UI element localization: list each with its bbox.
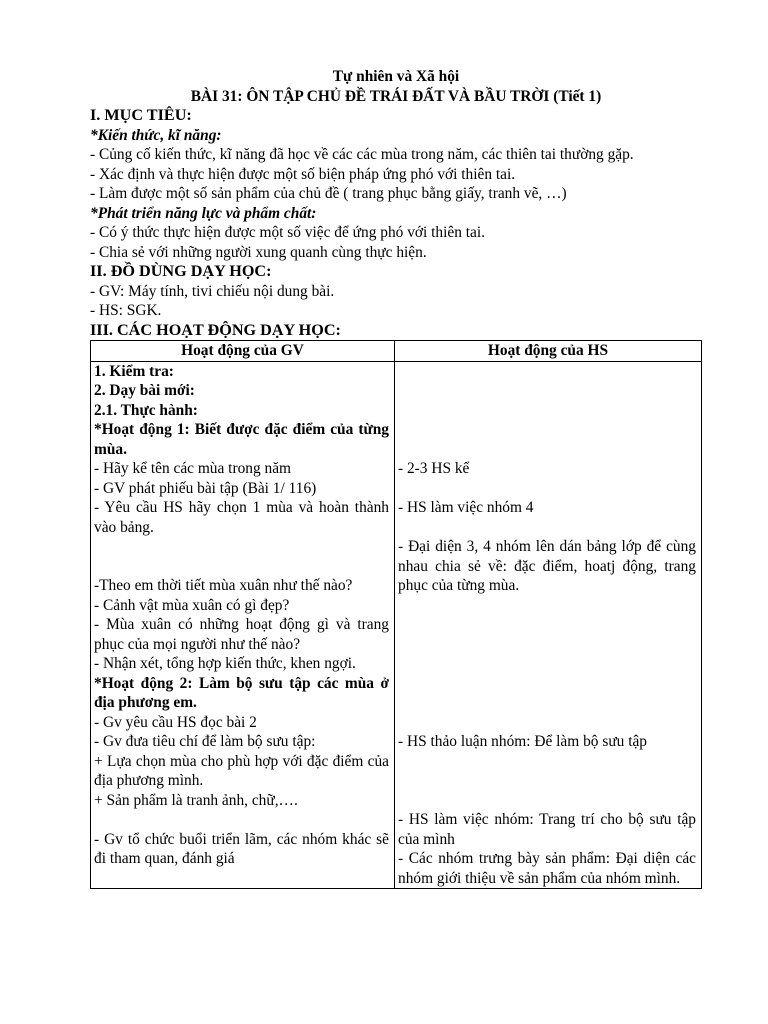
teacher-line: - Yêu cầu HS hãy chọn 1 mùa và hoàn thành vào bảng. — [94, 499, 389, 536]
spacer — [398, 596, 696, 635]
step-heading: 1. Kiểm tra: — [94, 362, 174, 380]
material-item: - HS: SGK. — [90, 302, 162, 319]
spacer — [398, 713, 696, 733]
teacher-activities-cell — [91, 361, 395, 889]
material-item: - GV: Máy tính, tivi chiếu nội dung bài. — [90, 282, 335, 300]
student-line: - HS làm việc nhóm: Trang trí cho bộ sưu tập của mình — [398, 811, 696, 848]
activity-heading: *Hoạt động 2: Làm bộ sưu tập các mùa ở địa phương em. — [94, 674, 389, 711]
objective-item: - Làm được một số sản phẩm của chủ đề ( trang phục bằng giấy, tranh vẽ, …) — [90, 185, 567, 202]
spacer — [398, 674, 696, 713]
teacher-line: - Gv đưa tiêu chí để làm bộ sưu tập: — [94, 733, 316, 750]
student-line: - Các nhóm trưng bày sản phẩm: Đại diện các nhóm giới thiệu về sản phẩm của nhóm mình. — [398, 850, 696, 887]
teacher-line: + Lựa chọn mùa cho phù hợp với đặc điểm của địa phương mình. — [94, 752, 389, 789]
section-materials-heading: II. ĐỒ DÙNG DẠY HỌC: — [90, 262, 272, 280]
knowledge-skills-heading: *Kiến thức, kĩ năng: — [90, 126, 222, 144]
activities-table — [90, 340, 702, 889]
student-line: - HS thảo luận nhóm: Để làm bộ sưu tập — [398, 733, 648, 750]
spacer — [398, 420, 696, 459]
student-activities-cell — [395, 361, 702, 889]
teacher-line: - Cảnh vật mùa xuân có gì đẹp? — [94, 596, 290, 614]
spacer — [398, 362, 696, 382]
section-activities-heading: III. CÁC HOẠT ĐỘNG DẠY HỌC: — [90, 320, 341, 339]
step-heading: 2. Dạy bài mới: — [94, 382, 195, 399]
activity-heading: *Hoạt động 1: Biết được đặc điểm của từng mùa. — [94, 421, 389, 458]
spacer — [94, 537, 389, 557]
teacher-line: - Gv yêu cầu HS đọc bài 2 — [94, 713, 257, 731]
lesson-title: BÀI 31: ÔN TẬP CHỦ ĐỀ TRÁI ĐẤT VÀ BẦU TRỜI (Tiết 1) — [190, 87, 602, 105]
teacher-line: - Mùa xuân có những hoạt động gì và trang phục của mọi người như thế nào? — [94, 616, 389, 653]
objective-item: - Củng cố kiến thức, kĩ năng đã học về các các mùa trong năm, các thiên tai thường gặp. — [90, 146, 634, 163]
teacher-line: - Nhận xét, tổng hợp kiến thức, khen ngợi. — [94, 655, 356, 672]
competence-item: - Chia sẻ với những người xung quanh cùng thực hiện. — [90, 243, 427, 261]
spacer — [398, 752, 696, 791]
spacer — [94, 557, 389, 577]
spacer — [398, 791, 696, 811]
column-header-hs: Hoạt động của HS — [395, 341, 702, 362]
objective-item: - Xác định và thực hiện được một số biện pháp ứng phó với thiên tai. — [90, 165, 516, 183]
teacher-line: - Hãy kể tên các mùa trong năm — [94, 460, 292, 477]
student-line: - Đại diện 3, 4 nhóm lên dán bảng lớp để cùng nhau chia sẻ về: đặc điểm, hoatj động, trang phục của từng mùa. — [398, 538, 696, 594]
competence-item: - Có ý thức thực hiện được một số việc để ứng phó với thiên tai. — [90, 224, 486, 241]
column-header-gv: Hoạt động của GV — [91, 341, 395, 362]
spacer — [398, 518, 696, 538]
teacher-line: + Sản phẩm là tranh ảnh, chữ,…. — [94, 791, 298, 809]
step-heading: 2.1. Thực hành: — [94, 401, 198, 419]
spacer — [398, 381, 696, 401]
teacher-line: - Gv tổ chức buổi triển lãm, các nhóm khác sẽ đi tham quan, đánh giá — [94, 830, 389, 867]
teacher-line: - GV phát phiếu bài tập (Bài 1/ 116) — [94, 479, 317, 497]
spacer — [398, 479, 696, 499]
spacer — [94, 810, 389, 830]
spacer — [398, 401, 696, 421]
subject-title: Tự nhiên và Xã hội — [332, 68, 460, 85]
lesson-plan-page — [90, 67, 702, 889]
teacher-line: -Theo em thời tiết mùa xuân như thế nào? — [94, 577, 353, 594]
spacer — [398, 635, 696, 674]
section-objectives-heading: I. MỤC TIÊU: — [90, 106, 192, 124]
student-line: - HS làm việc nhóm 4 — [398, 499, 534, 516]
student-line: - 2-3 HS kể — [398, 460, 470, 477]
table-row — [91, 361, 702, 889]
table-header-row — [91, 341, 702, 362]
competence-heading: *Phát triển năng lực và phẩm chất: — [90, 204, 317, 222]
